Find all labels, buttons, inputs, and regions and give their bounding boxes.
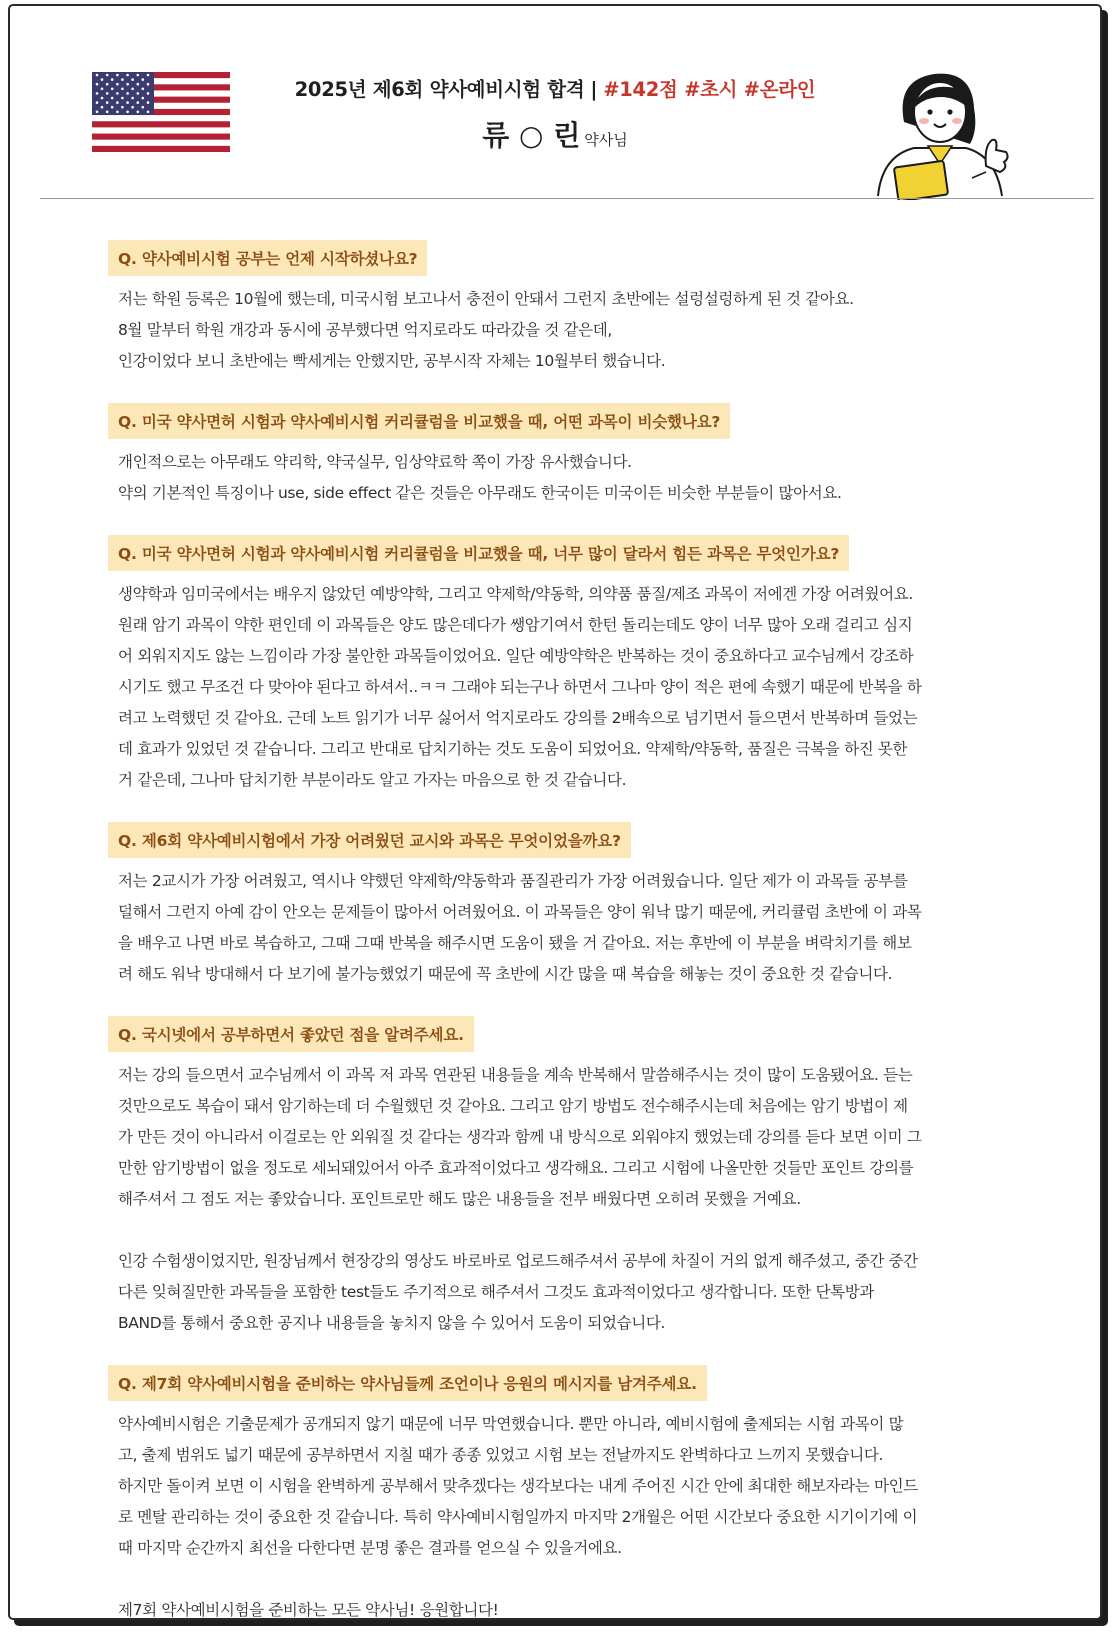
answer-line: 려고 노력했던 것 같아요. 근데 노트 읽기가 너무 싫어서 억지로라도 강의를 2배속으로 넘기면서 들으면서 반복하며 들었는 bbox=[118, 709, 918, 727]
question-heading: Q. 약사예비시험 공부는 언제 시작하셨나요? bbox=[108, 240, 427, 276]
qa-section bbox=[108, 1016, 1028, 1339]
answer-line: 약의 기본적인 특징이나 use, side effect 같은 것들은 아무래도 한국이든 미국이든 비슷한 부분들이 많아서요. bbox=[118, 484, 842, 502]
answer-line: 인강 수험생이었지만, 원장님께서 현장강의 영상도 바로바로 업로드해주셔서 공부에 차질이 거의 없게 해주셨고, 중간 중간 bbox=[118, 1252, 918, 1270]
answer-line: 제7회 약사예비시험을 준비하는 모든 약사님! 응원합니다! bbox=[118, 1601, 499, 1619]
answer-line: 로 멘탈 관리하는 것이 중요한 것 같습니다. 특히 약사예비시험일까지 마지막 2개월은 어떤 시간보다 중요한 시기이기에 이 bbox=[118, 1508, 918, 1526]
answer-line: 어 외워지지도 않는 느낌이라 가장 불안한 과목들이었어요. 일단 예방약학은 반복하는 것이 중요하다고 교수님께서 강조하 bbox=[118, 647, 914, 665]
question-heading: Q. 미국 약사면허 시험과 약사예비시험 커리큘럼을 비교했을 때, 너무 많이 달라서 힘든 과목은 무엇인가요? bbox=[108, 535, 849, 571]
question-heading: Q. 제6회 약사예비시험에서 가장 어려웠던 교시와 과목은 무엇이었을까요? bbox=[108, 822, 631, 858]
answer-text bbox=[118, 579, 1028, 796]
answer-line: 고, 출제 범위도 넓기 때문에 공부하면서 지칠 때가 종종 있었고 시험 보는 전날까지도 완벽하다고 느끼지 못했습니다. bbox=[118, 1446, 884, 1464]
answer-line: 다른 잊혀질만한 과목들을 포함한 test들도 주기적으로 해주셔서 그것도 효과적이었다고 생각합니다. 또한 단톡방과 bbox=[118, 1283, 874, 1301]
answer-line: 만한 암기방법이 없을 정도로 세뇌돼있어서 아주 효과적이었다고 생각해요. 그리고 시험에 나올만한 것들만 포인트 강의를 bbox=[118, 1159, 914, 1177]
answer-line: 저는 강의 들으면서 교수님께서 이 과목 저 과목 연관된 내용들을 계속 반복해서 말씀해주시는 것이 많이 도움됐어요. 듣는 bbox=[118, 1066, 913, 1084]
qa-section bbox=[108, 822, 1028, 990]
answer-line: 덜해서 그런지 아예 감이 안오는 문제들이 많아서 어려웠어요. 이 과목들은 양이 워낙 많기 때문에, 커리큘럼 초반에 이 과목 bbox=[118, 903, 922, 921]
answer-line: 해주셔서 그 점도 저는 좋았습니다. 포인트로만 해도 많은 내용들을 전부 배웠다면 오히려 못했을 거예요. bbox=[118, 1190, 801, 1208]
testimonial-card bbox=[8, 4, 1102, 1620]
answer-line: 8월 말부터 학원 개강과 동시에 공부했다면 억지로라도 따라갔을 것 같은데, bbox=[118, 321, 612, 339]
qa-section bbox=[108, 1365, 1028, 1626]
pharmacist-name: 류 ○ 린 bbox=[482, 119, 581, 152]
header-divider bbox=[40, 198, 1094, 199]
answer-text bbox=[118, 1060, 1028, 1339]
answer-line: 저는 2교시가 가장 어려웠고, 역시나 약했던 약제학/약동학과 품질관리가 가장 어려웠습니다. 일단 제가 이 과목들 공부를 bbox=[118, 872, 908, 890]
answer-line: 데 효과가 있었던 것 같습니다. 그리고 반대로 답치기하는 것도 도움이 되었어요. 약제학/약동학, 품질은 극복을 하진 못한 bbox=[118, 740, 908, 758]
answer-text bbox=[118, 866, 1028, 990]
answer-line: 생약학과 임미국에서는 배우지 않았던 예방약학, 그리고 약제학/약동학, 의약품 품질/제조 과목이 저에겐 가장 어려웠어요. bbox=[118, 585, 913, 603]
answer-line: 인강이었다 보니 초반에는 빡세게는 안했지만, 공부시작 자체는 10월부터 했습니다. bbox=[118, 352, 666, 370]
qa-section bbox=[108, 403, 1028, 509]
answer-line: 것만으로도 복습이 돼서 암기하는데 더 수월했던 것 같아요. 그리고 암기 방법도 전수해주시는데 처음에는 암기 방법이 제 bbox=[118, 1097, 908, 1115]
qa-list bbox=[108, 240, 1028, 1652]
qa-section bbox=[108, 535, 1028, 796]
answer-line: BAND를 통해서 중요한 공지나 내용들을 놓치지 않을 수 있어서 도움이 되었습니다. bbox=[118, 1314, 666, 1332]
qa-section bbox=[108, 240, 1028, 377]
question-heading: Q. 제7회 약사예비시험을 준비하는 약사님들께 조언이나 응원의 메시지를 남겨주세요. bbox=[108, 1365, 707, 1401]
answer-text bbox=[118, 447, 1028, 509]
pharmacist-illustration bbox=[874, 60, 1030, 200]
answer-line: 약사예비시험은 기출문제가 공개되지 않기 때문에 너무 막연했습니다. 뿐만 아니라, 예비시험에 출제되는 시험 과목이 많 bbox=[118, 1415, 904, 1433]
answer-line: 개인적으로는 아무래도 약리학, 약국실무, 임상약료학 쪽이 가장 유사했습니다. bbox=[118, 453, 632, 471]
answer-line: 려 해도 워낙 방대해서 다 보기에 불가능했었기 때문에 꼭 초반에 시간 많을 때 복습을 해놓는 것이 중요한 것 같습니다. bbox=[118, 965, 893, 983]
answer-line: 가 만든 것이 아니라서 이걸로는 안 외워질 것 같다는 생각과 함께 내 방식으로 외워야지 했었는데 강의를 듣다 보면 이미 그 bbox=[118, 1128, 922, 1146]
question-heading: Q. 미국 약사면허 시험과 약사예비시험 커리큘럼을 비교했을 때, 어떤 과목이 비슷했나요? bbox=[108, 403, 730, 439]
answer-line: 을 배우고 나면 바로 복습하고, 그때 그때 반복을 해주시면 도움이 됐을 거 같아요. 저는 후반에 이 부분을 벼락치기를 해보 bbox=[118, 934, 912, 952]
answer-line: 하지만 돌이켜 보면 이 시험을 완벽하게 공부해서 맞추겠다는 생각보다는 내게 주어진 시간 안에 최대한 해보자라는 마인드 bbox=[118, 1477, 918, 1495]
header-separator: | bbox=[590, 78, 598, 101]
answer-line: 때 마지막 순간까지 최선을 다한다면 분명 좋은 결과를 얻으실 수 있을거에요. bbox=[118, 1539, 622, 1557]
answer-text bbox=[118, 1409, 1028, 1626]
answer-text bbox=[118, 284, 1028, 377]
paragraph-gap bbox=[118, 1564, 1028, 1595]
header-tags: #142점 #초시 #온라인 bbox=[603, 78, 816, 101]
answer-line: 저는 학원 등록은 10월에 했는데, 미국시험 보고나서 충전이 안돼서 그런지 초반에는 설렁설렁하게 된 것 같아요. bbox=[118, 290, 854, 308]
answer-line: 거 같은데, 그나마 답치기한 부분이라도 알고 가자는 마음으로 한 것 같습니다. bbox=[118, 771, 627, 789]
pharmacist-suffix: 약사님 bbox=[584, 131, 628, 149]
paragraph-gap bbox=[118, 1215, 1028, 1246]
header-title-prefix: 2025년 제6회 약사예비시험 합격 bbox=[294, 78, 585, 101]
answer-line: 시기도 했고 무조건 다 맞아야 된다고 하셔서..ㅋㅋ 그래야 되는구나 하면서 그나마 양이 적은 편에 속했기 때문에 반복을 하 bbox=[118, 678, 922, 696]
question-heading: Q. 국시넷에서 공부하면서 좋았던 점을 알려주세요. bbox=[108, 1016, 474, 1052]
answer-line: 원래 암기 과목이 약한 편인데 이 과목들은 양도 많은데다가 쌩암기여서 한턴 돌리는데도 양이 너무 많아 오래 걸리고 심지 bbox=[118, 616, 913, 634]
